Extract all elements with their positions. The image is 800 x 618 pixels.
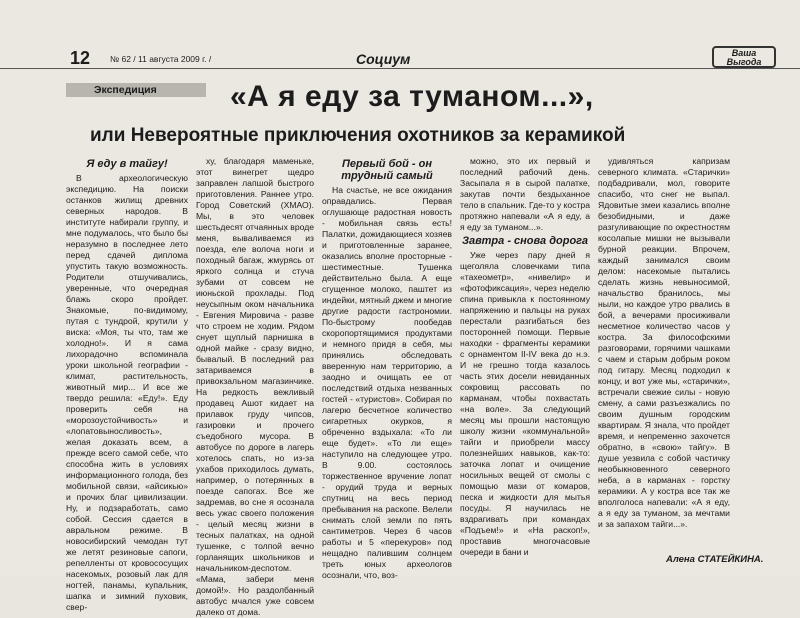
article-column-2 (196, 156, 314, 617)
newspaper-logo (712, 46, 776, 68)
page-number: 12 (70, 48, 91, 68)
article-column-5 (598, 156, 730, 546)
column-text: В археологическую экспедицию. На поиски останков жилищ древних северных народов. В институте набирали группу, и мне подумалось, что было бы неразумно в последнее лето перед сдачей диплома упустить такую возможность. Родители отшучивались, уверенные, что очередная блажь скоро пройдет. Знакомые, по-видимому, путая с тундрой, крутили у виска: «Моя, ты что, там же холодно!». И я сама лихорадочно вспоминала уроки школьной географии - климат, растительность, животный мир... И все же твердо решила: «Еду!». Еду проверить себя на «морозоустойчивость» и «лопатовыносливость», желая доказать всем, а прежде всего самой себе, что способна жить в условиях информационного голода, без мобильной связи, «айсикью» и прочих благ цивилизации. Ну, и подзаработать, само собой. Сессия сдается в авральном режиме. В новосибирский чемодан тут же летят резиновые сапоги, репелленты от кровососущих насекомых, розовый лак для ногтей, панамы, купальник, шапка и зимний пуховик, свер- (66, 173, 188, 612)
author-signature: Алена СТАТЕЙКИНА. (666, 554, 764, 565)
section-title: Социум (356, 51, 411, 67)
logo-text: Ваша Выгода (726, 48, 762, 67)
column-text: удивляться капризам северного климата. «Старички» подбадривали, мол, говорите спасибо, что снег не выпал. Ядовитые змеи казались вполне безобидными, и даже разгуливающие по окрестностям косолапые мишки не вызывали бурной реакции. Впрочем, каждый занимался своим делом: насекомые пытались сделать жизнь невыносимой, начальство бранилось, мы ныли, но каждое утро рвались в бой, а вечерами просиживали несметное количество часов у костра. За философскими разговорами, горячими чашками с чаем и старым добрым роком под гитару. Месяц подходил к концу, и вот уже мы, «старички», встречали свежие силы - новую смену, а сами разъезжались по своим душным городским квартирам. Я знала, что пройдет время, и непременно захочется обратно, в «свою» тайгу». В душе уезвила с собой частичку необыкновенного северного неба, а в карманах - горстку керамики. А у костра все так же вполголоса напевали: «А я еду, а я еду за туманом, за мечтами и за запахом тайги...». (598, 156, 730, 529)
article-column-3 (322, 156, 452, 580)
subheadline: или Невероятные приключения охотников за керамикой (90, 125, 626, 146)
headline: «А я еду за туманом...», (230, 80, 594, 113)
column-subheading: Я еду в тайгу! (86, 158, 168, 170)
article-column-1 (66, 156, 188, 612)
column-text: На счастье, не все ожидания оправдались. Первая оглушающе радостная новость - мобильная связь есть! Палатки, дожидающиеся хозяев и приготовленные заранее, оказались вполне просторные - шестиместные. Тушенка действительно была. А еще сгущенное молоко, паштет из индейки, мятный джем и многие другие радости гастрономии. По-быстрому пообедав скоропортящимися продуктами и немного придя в себя, мы принялись обследовать вверенную нам территорию, а заодно и очищать ее от последствий отдыха незванных гостей - «туристов». Собирая по лагерю бесчетное количество сигаретных окурков, я обреченно вздыхала: «То ли еще будет». «То ли еще» наступило на следующее утро. В 9.00. состоялось торжественное вручение лопат - орудий труда и верных спутниц на весь период пребывания на раскопе. Велели снимать слой земли по пять сантиметров. Через 6 часов работы и 5 «перекуров» под нещадно палившим солнцем треть юных археологов осознали, что, воз- (322, 185, 452, 580)
column-subheading: Первый бой - он трудный самый (341, 158, 433, 182)
column-text: Уже через пару дней я щеголяла словечками типа «тахеометр», «нивелир» и «фотофиксация», через неделю спина привыкла к постоянному напряжению и пальцы на руках перестали разгибаться без посторонней помощи. Первые находки - фрагменты керамики с орнаментом II-IV века до н.э. И не грешно тогда казалось часть этих досели невиданных сокровищ рассовать по карманам, чтобы похвастать «на воле». За следующий месяц мы прошли настоящую школу жизни «коммунальной» тайги и приобрели массу полезнейших навыков, как-то: заточка лопат и очищение носильных вещей от смолы с помощью мази от комаров, песка и жидкости для мытья посуды. Я научилась не вздрагивать при командах «Подъем!» и «На раскоп!», проставив многочасовые очереди в бани и (460, 250, 590, 557)
column-subheading: Завтра - снова дорога (461, 235, 589, 247)
article-column-4 (460, 156, 590, 557)
rubric-label: Экспедиция (66, 83, 206, 97)
issue-info: № 62 / 11 августа 2009 г. / (110, 54, 212, 64)
column-text: можно, это их первый и последний рабочий день. Засыпала я в сырой палатке, закутав почти бездыханное тело в спальник. Где-то у костра протяжно напевали «А я еду, а я еду за туманом...». (460, 156, 590, 232)
column-text: ху, благодаря маменьке, этот винегрет щедро заправлен лапшой быстрого приготовления. Раннее утро. Город Советский (ХМАО). Мы, в это человек шестьдесят отчаянных вроде меня, вываливаемся из поезда, еле волоча ноги и походный багаж, жмурясь от яркого солнца и стуча зубами от совсем не июньской прохлады. Под неусыпным оком начальника - Евгения Мировича - разве что строем не ходим. Рядом снует щуплый парнишка в одной майке - сразу видно, бывалый. В последний раз затариваемся в привокзальном магазинчике. На редкость вежливый продавец Ашот кидает на прилавок груду чипсов, газировки и прочего съедобного мусора. В автобусе по дороге в лагерь хотелось спать, но из-за ухабов приходилось думать, например, о потерянных в поезде сапогах. Все же задремав, во сне я осознала весь ужас своего положения - целый месяц жизни в тесных палатках, на одной тушенке, с толпой вечно горланящих школьников и начальником-деспотом. «Мама, забери меня домой!». Но раздолбанный автобус мчался уже совсем далеко от дома. (196, 156, 314, 617)
